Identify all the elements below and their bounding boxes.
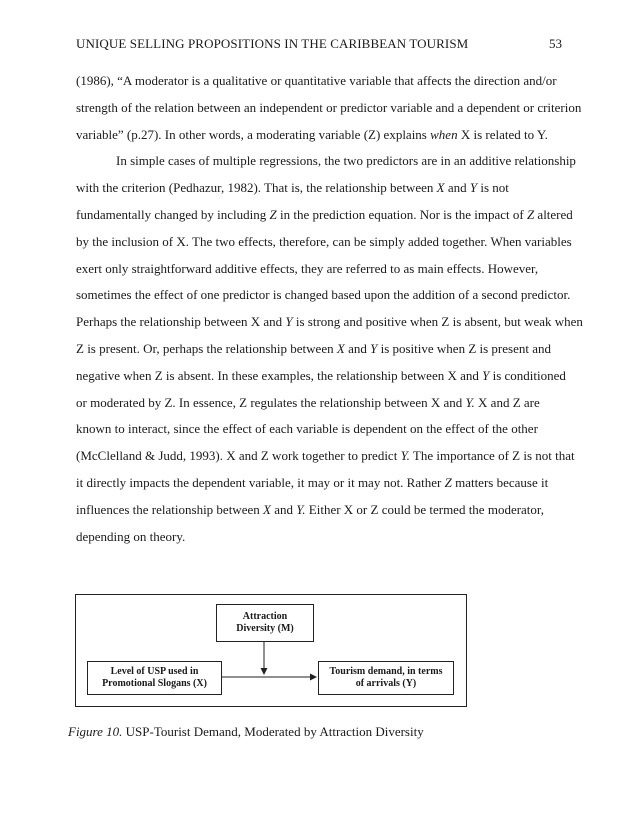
italic-term: Y <box>370 340 378 356</box>
text-segment: or moderated by Z. In essence, Z regulates the relationship between X and <box>76 394 466 410</box>
italic-term: Y. <box>400 448 410 464</box>
italic-term: when <box>430 126 458 142</box>
text-segment: Either X or Z could be termed the moderator, <box>305 501 544 517</box>
figure-caption-text: USP-Tourist Demand, Moderated by Attraction Diversity <box>122 724 424 739</box>
text-segment: is conditioned <box>489 367 566 383</box>
text-line <box>76 524 566 551</box>
text-line <box>76 122 566 149</box>
text-segment: negative when Z is absent. In these examples, the relationship between X and <box>76 367 483 383</box>
text-segment: fundamentally changed by including <box>76 206 270 222</box>
predictor-label-line1: Level of USP used in <box>110 666 199 677</box>
text-segment: altered <box>534 206 573 222</box>
text-line <box>76 497 566 524</box>
text-line <box>76 148 576 175</box>
text-line <box>76 175 566 202</box>
text-line <box>76 202 573 229</box>
text-line <box>76 95 582 122</box>
running-head-title: UNIQUE SELLING PROPOSITIONS IN THE CARIBBEAN TOURISM <box>76 36 469 51</box>
text-segment: Perhaps the relationship between X and <box>76 314 286 330</box>
predictor-node <box>87 661 222 695</box>
text-line <box>76 309 583 336</box>
text-segment: in the prediction equation. Nor is the impact of <box>276 206 527 222</box>
text-segment: (McClelland & Judd, 1993). X and Z work together to predict <box>76 448 401 464</box>
italic-term: Z <box>444 474 452 490</box>
italic-term: Y. <box>465 394 475 410</box>
text-segment: variable” (p.27). In other words, a moderating variable (Z) explains <box>76 126 431 142</box>
text-segment: In simple cases of multiple regressions, the two predictors are in an additive relationship <box>116 153 576 169</box>
italic-term: Y <box>482 367 490 383</box>
text-segment: The importance of Z is not that <box>409 448 575 464</box>
moderator-node <box>216 604 314 642</box>
text-segment: it directly impacts the dependent variable, it may or it may not. Rather <box>76 474 445 490</box>
figure-caption <box>68 724 424 740</box>
italic-term: Y. <box>296 501 306 517</box>
predictor-label-line2: Promotional Slogans (X) <box>102 678 207 689</box>
text-line <box>76 390 566 417</box>
text-segment: is positive when Z is present and <box>377 340 551 356</box>
outcome-label-line1: Tourism demand, in terms <box>329 666 443 677</box>
body-text <box>76 68 583 550</box>
outcome-label-line2: of arrivals (Y) <box>355 678 417 689</box>
text-segment: known to interact, since the effect of each variable is dependent on the effect of the other <box>76 421 538 437</box>
moderator-label-line1: Attraction <box>242 611 288 622</box>
text-segment: and <box>270 501 297 517</box>
text-segment: and <box>444 180 470 196</box>
text-segment: sometimes the effect of one predictor is changed based upon the addition of a second predictor. <box>76 287 571 303</box>
text-segment: (1986), “A moderator is a qualitative or quantitative variable that affects the direction and/or <box>76 73 557 88</box>
text-segment: X is related to Y. <box>457 126 548 142</box>
italic-term: X <box>336 340 345 356</box>
italic-term: Z <box>269 206 277 222</box>
running-header <box>76 36 562 54</box>
text-line <box>76 443 575 470</box>
figure-caption-label: Figure 10. <box>68 724 123 739</box>
text-segment: by the inclusion of X. The two effects, therefore, can be simply added together. When variables <box>76 233 572 249</box>
text-segment: and <box>344 340 371 356</box>
moderator-label-line2: Diversity (M) <box>236 623 294 634</box>
text-segment: matters because it <box>451 474 549 490</box>
text-line <box>76 229 572 256</box>
italic-term: Y <box>285 314 293 330</box>
page-number: 53 <box>549 36 562 51</box>
text-line <box>76 416 566 443</box>
italic-term: X <box>436 180 445 196</box>
text-line <box>76 256 566 283</box>
text-segment: is strong and positive when Z is absent, but weak when <box>292 314 583 330</box>
text-segment: X and Z are <box>474 394 540 410</box>
text-line <box>76 282 571 309</box>
italic-term: X <box>263 501 271 517</box>
italic-term: Z <box>526 206 535 222</box>
text-segment: exert only straightforward additive effects, they are referred to as main effects. However, <box>76 260 539 276</box>
text-segment: Z is present. Or, perhaps the relationship between <box>76 340 337 356</box>
text-line <box>76 363 566 390</box>
italic-term: Y <box>469 180 478 196</box>
text-segment: strength of the relation between an independent or predictor variable and a dependent or criterion <box>76 99 582 115</box>
text-line <box>76 336 566 363</box>
outcome-node <box>318 661 454 695</box>
text-segment: is not <box>477 180 509 196</box>
text-line <box>76 68 566 95</box>
text-segment: with the criterion (Pedhazur, 1982). That is, the relationship between <box>76 180 437 196</box>
figure-10-diagram <box>75 594 467 707</box>
text-segment: depending on theory. <box>76 528 186 544</box>
text-line <box>76 470 566 497</box>
text-segment: influences the relationship between <box>76 501 263 517</box>
